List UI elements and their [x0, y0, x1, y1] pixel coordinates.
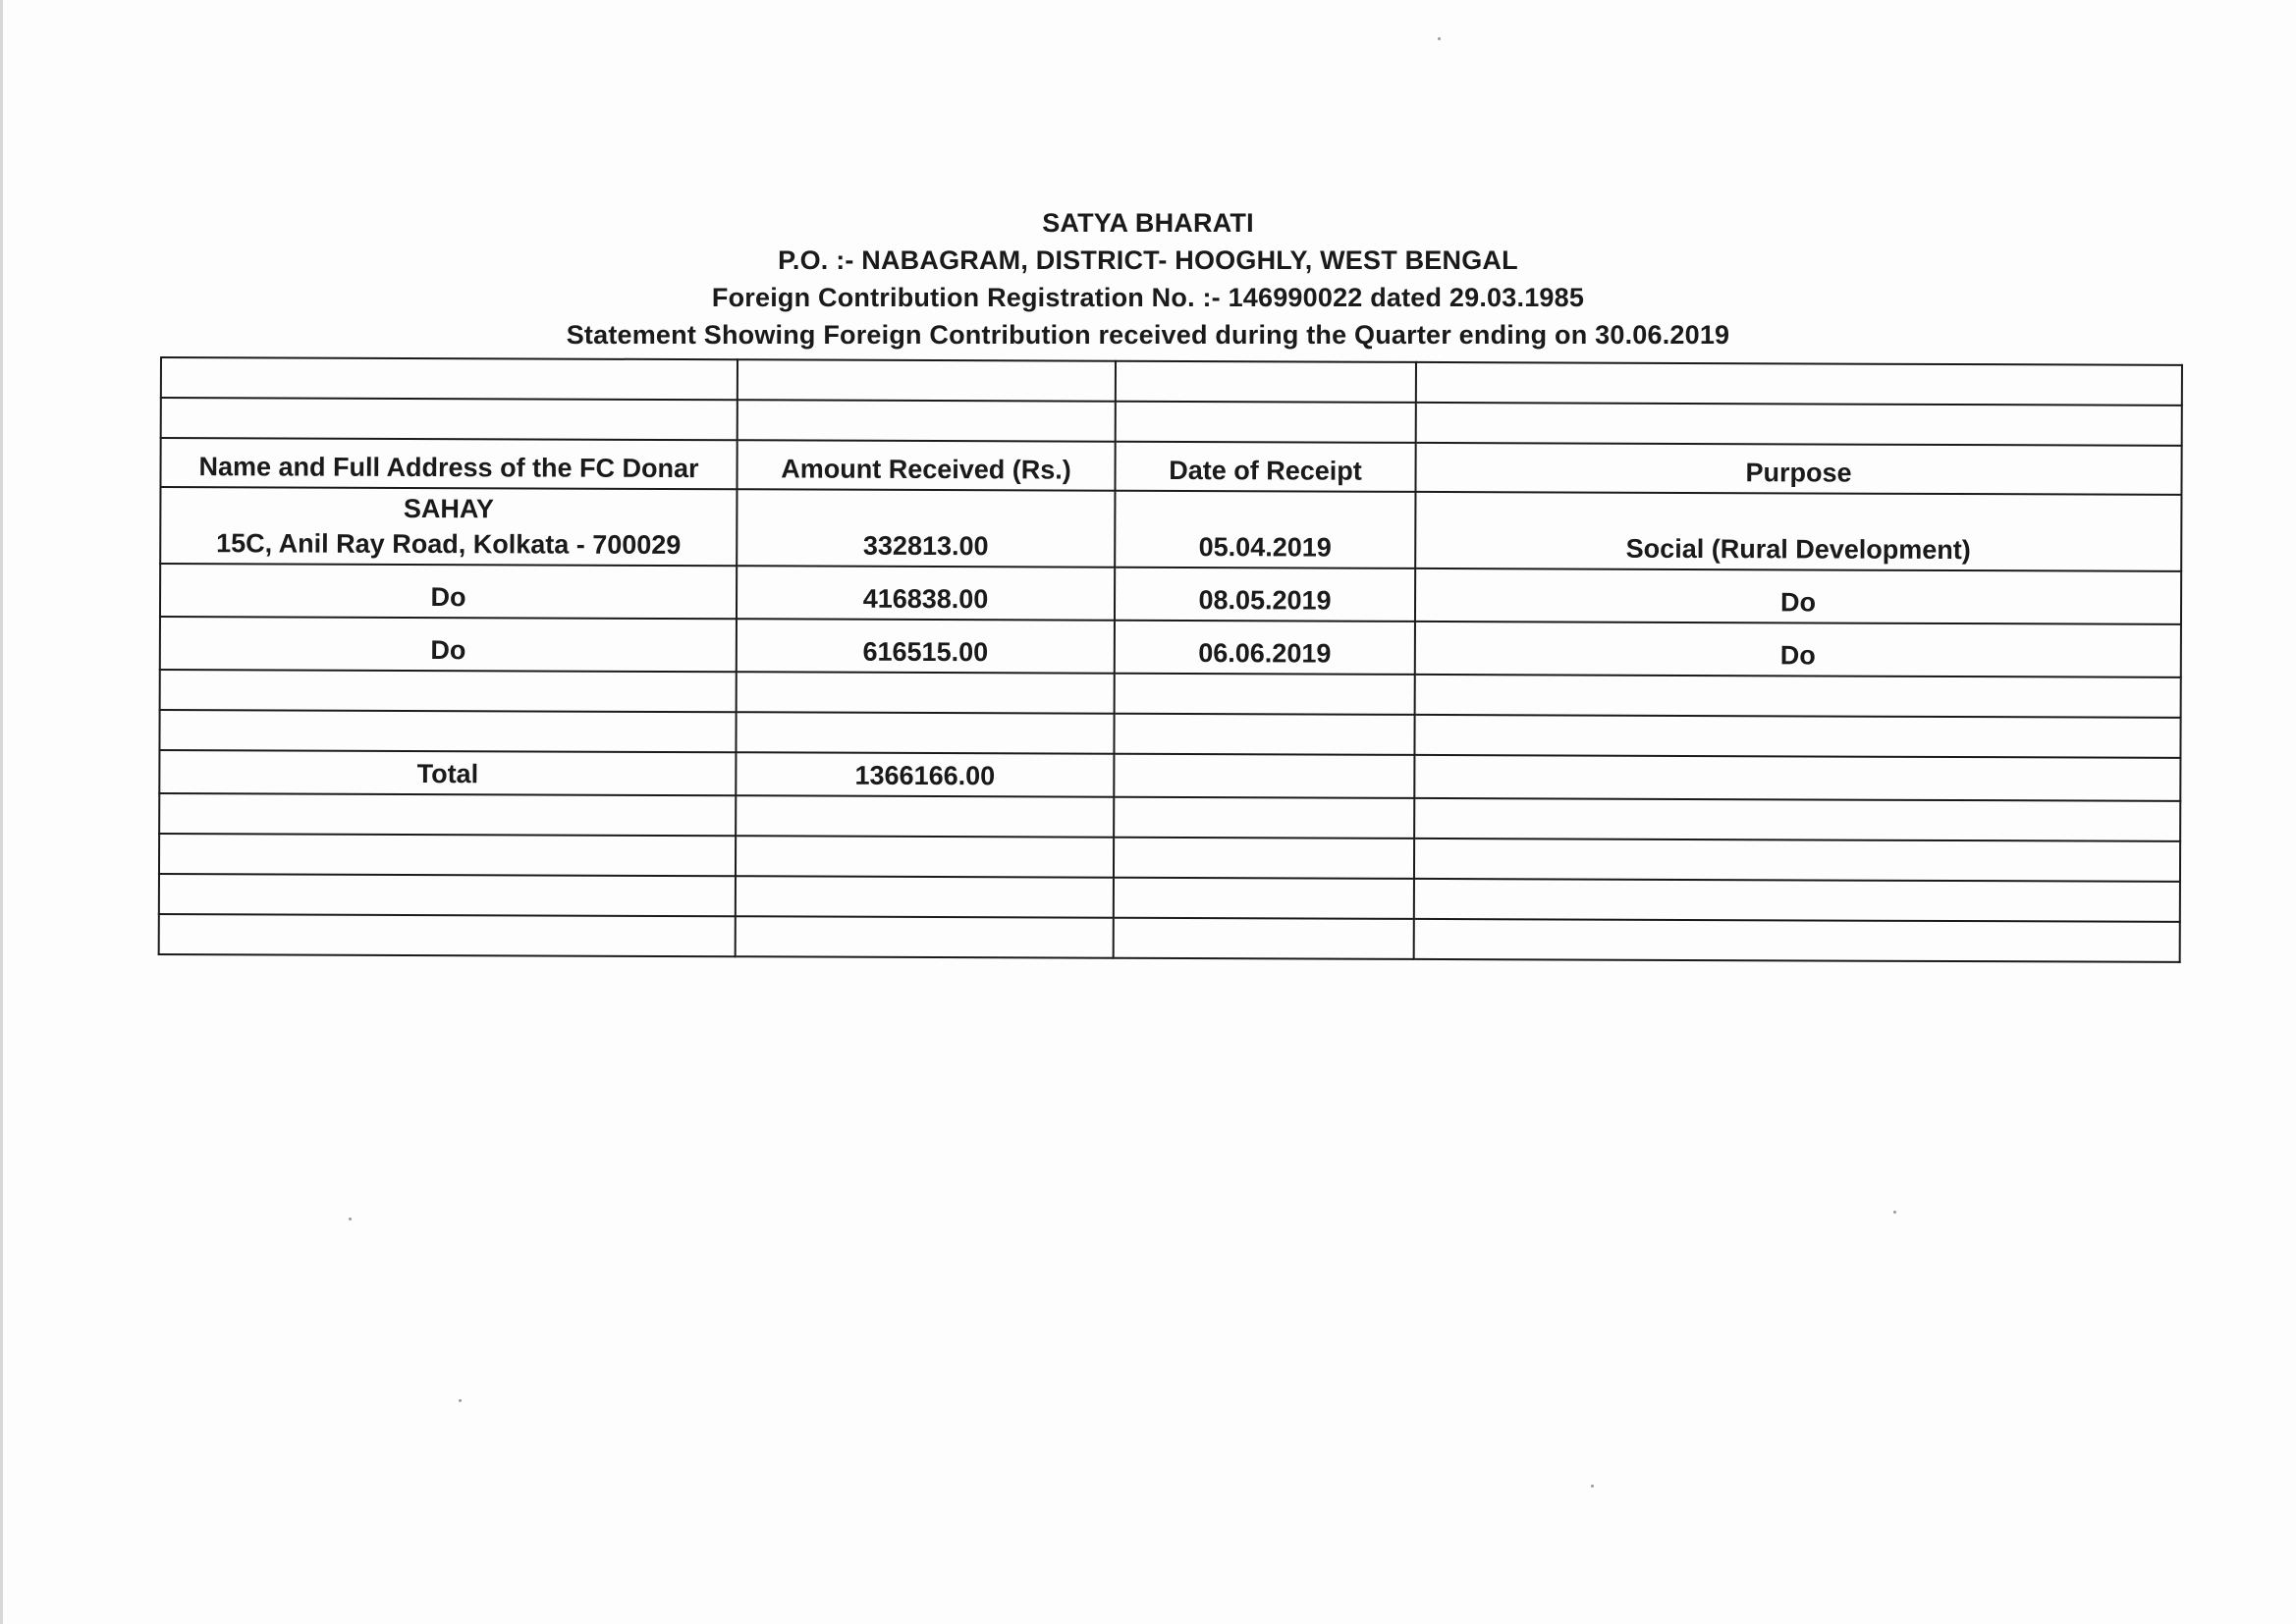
purpose-cell: Do — [1415, 622, 2181, 677]
donor-name: SAHAY — [403, 493, 494, 524]
registration-line: Foreign Contribution Registration No. :- 146990022 dated 29.03.1985 — [711, 283, 1585, 312]
document-header — [0, 204, 2296, 353]
scan-speck — [1893, 1211, 1896, 1214]
purpose-cell: Do — [1415, 568, 2181, 624]
amount-cell: 616515.00 — [737, 619, 1115, 673]
scan-speck — [459, 1399, 462, 1402]
amount-cell: 332813.00 — [737, 489, 1115, 567]
date-cell: 05.04.2019 — [1115, 491, 1415, 568]
table-row — [160, 487, 2181, 571]
donor-address: 15C, Anil Ray Road, Kolkata - 700029 — [216, 528, 682, 561]
purpose-cell: Social (Rural Development) — [1415, 492, 2181, 571]
scan-speck — [1438, 37, 1441, 40]
contribution-table — [158, 356, 2183, 963]
org-name: SATYA BHARATI — [1042, 208, 1254, 238]
total-label: Total — [159, 750, 736, 795]
total-amount: 1366166.00 — [736, 752, 1114, 796]
donor-cell: Do — [160, 564, 737, 619]
table-row — [160, 617, 2181, 677]
table-header-row — [160, 438, 2181, 495]
scan-speck — [349, 1218, 352, 1220]
column-header-date: Date of Receipt — [1115, 442, 1415, 492]
column-header-amount: Amount Received (Rs.) — [737, 440, 1115, 490]
donor-cell — [160, 487, 737, 566]
org-address: P.O. :- NABAGRAM, DISTRICT- HOOGHLY, WEST BENGAL — [778, 245, 1518, 275]
donor-cell: Do — [160, 617, 737, 672]
scan-speck — [1591, 1485, 1594, 1488]
statement-title: Statement Showing Foreign Contribution received during the Quarter ending on 30.06.2019 — [566, 320, 1730, 350]
column-header-purpose: Purpose — [1415, 443, 2181, 495]
amount-cell: 416838.00 — [737, 566, 1115, 620]
table-row — [160, 564, 2181, 624]
blank-row — [159, 914, 2180, 962]
total-row — [159, 750, 2180, 801]
date-cell: 06.06.2019 — [1115, 621, 1415, 675]
column-header-donor: Name and Full Address of the FC Donar — [160, 438, 737, 489]
date-cell: 08.05.2019 — [1115, 568, 1415, 622]
